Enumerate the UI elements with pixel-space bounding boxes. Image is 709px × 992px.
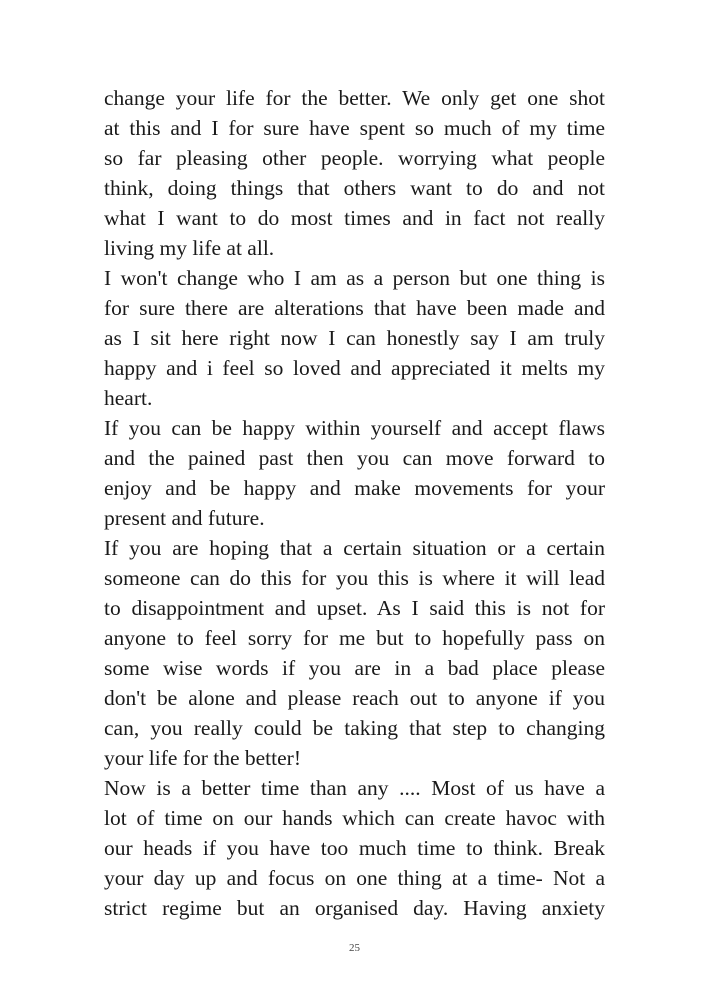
text-line: change your life for the better. We only get one shot bbox=[104, 86, 605, 110]
paragraph-4 bbox=[104, 533, 605, 773]
text-line: can, you really could be taking that step to changing bbox=[104, 716, 605, 740]
text-line: don't be alone and please reach out to anyone if you bbox=[104, 686, 605, 710]
text-line: think, doing things that others want to do and not bbox=[104, 176, 605, 200]
text-line: If you are hoping that a certain situation or a certain bbox=[104, 536, 605, 560]
text-line: our heads if you have too much time to think. Break bbox=[104, 836, 605, 860]
text-line: anyone to feel sorry for me but to hopefully pass on bbox=[104, 626, 605, 650]
text-line: enjoy and be happy and make movements for your bbox=[104, 476, 605, 500]
text-line: I won't change who I am as a person but one thing is bbox=[104, 266, 605, 290]
paragraph-1 bbox=[104, 83, 605, 263]
body-text bbox=[104, 83, 605, 923]
text-line: lot of time on our hands which can create havoc with bbox=[104, 806, 605, 830]
text-line: living my life at all. bbox=[104, 236, 275, 260]
page-number: 25 bbox=[349, 942, 360, 954]
text-line: your day up and focus on one thing at a time- Not a bbox=[104, 866, 605, 890]
text-line: some wise words if you are in a bad place please bbox=[104, 656, 605, 680]
text-line: Now is a better time than any .... Most of us have a bbox=[104, 776, 605, 800]
text-line: present and future. bbox=[104, 506, 265, 530]
paragraph-3 bbox=[104, 413, 605, 533]
text-line: and the pained past then you can move forward to bbox=[104, 446, 605, 470]
paragraph-5 bbox=[104, 773, 605, 923]
text-line: heart. bbox=[104, 386, 153, 410]
text-line: your life for the better! bbox=[104, 746, 301, 770]
text-line: someone can do this for you this is where it will lead bbox=[104, 566, 605, 590]
text-line: what I want to do most times and in fact not really bbox=[104, 206, 605, 230]
text-line: to disappointment and upset. As I said this is not for bbox=[104, 596, 605, 620]
text-line: If you can be happy within yourself and accept flaws bbox=[104, 416, 605, 440]
text-line: as I sit here right now I can honestly say I am truly bbox=[104, 326, 605, 350]
text-line: at this and I for sure have spent so much of my time bbox=[104, 116, 605, 140]
text-line: for sure there are alterations that have been made and bbox=[104, 296, 605, 320]
text-line: happy and i feel so loved and appreciated it melts my bbox=[104, 356, 605, 380]
text-line: strict regime but an organised day. Having anxiety bbox=[104, 896, 605, 920]
text-line: so far pleasing other people. worrying what people bbox=[104, 146, 605, 170]
paragraph-2 bbox=[104, 263, 605, 413]
